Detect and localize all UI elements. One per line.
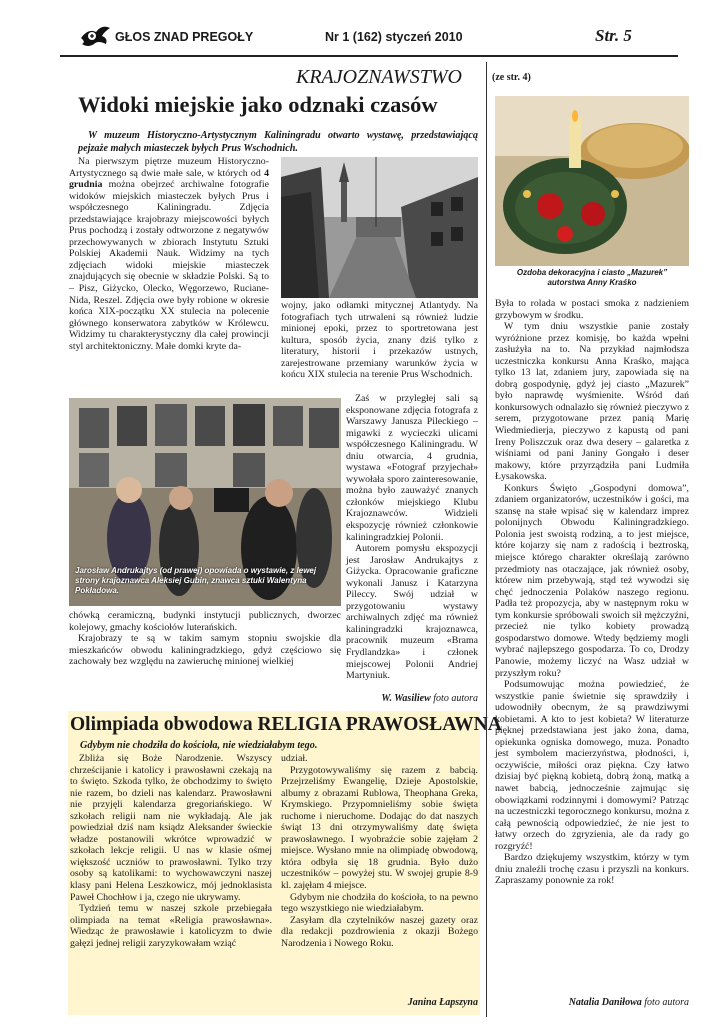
olimpiada-title: Olimpiada obwodowa RELIGIA PRAWOSŁAWNA — [70, 714, 502, 735]
page-number: Str. 5 — [595, 26, 632, 45]
article-column-2b — [346, 393, 478, 682]
article-title: Widoki miejskie jako odznaki czasów — [78, 92, 438, 117]
paragraph: Autorem pomysłu ekspozycji jest Jarosław Andrukajtys z Giżycka. Opracowanie graficzne wykonali Janusz i Katarzyna Pileccy. Swój udział w przygotowaniu wystawy archiwalnych zdjęć ma również kaliningradzki krajoznawca, pracownik muzeum «Brama Frydlandzka» i członek miejscowej Polonii Andriej Martyniuk. — [346, 543, 478, 682]
bird-logo-icon — [78, 22, 112, 50]
header-rule — [60, 55, 678, 57]
mazurek-photo — [495, 96, 689, 266]
section-label: KRAJOZNAWSTWO — [296, 66, 462, 88]
paragraph: chówką ceramiczną, budynki instytucji publicznych, dworzec kolejowy, gmachy kościołów luterańskich. — [69, 610, 341, 633]
paragraph: Przygotowywaliśmy się razem z babcią. Przejrzeliśmy Ewangelię, Dzieje Apostolskie, albumy z obrazami Rublowa, Theophana Greka, Krymskiego. Przypomnieliśmy sobie święta ruchome i nieruchome. Dodając do dat naszych świąt 13 dni otrzymywaliśmy datę święta prawosławnego. I wyobraźcie sobie zajęłam 2 miejsce. Wysłano mnie na olimpiadę obwodową, która odbyła się 18 grudnia. Było dużo uczestników – powyżej stu. W swojej grupie 8-9 kl. zajęłam 4 miejsce. — [281, 764, 478, 892]
right-column-text — [495, 298, 689, 887]
paragraph: Gdybym nie chodziła do kościoła, to na pewno tego wszystkiego nie wiedziałabym. — [281, 891, 478, 915]
issue-info: Nr 1 (162) styczeń 2010 — [325, 30, 463, 44]
column-divider — [486, 62, 487, 1017]
article-column-1 — [69, 156, 269, 352]
paragraph: Zbliża się Boże Narodzenie. Wszyscy chrześcijanie i katolicy i prawosławni czekają na to święto. Szkoda tylko, że obchodzimy to święto nie razem, bo dzieli nas kalendarz. Prawosławni nie przyjęli kalendarza gregoriańskiego. W szkołach religii nam nie wykładają. Ale jak powiedział dziś nam ksiądz Aleksander świeckie władze postanowili wkrótce wprowadzić w szkołach lekcje religii. U nas w klasie ośmej większość uczniów to prawosławni. Tylko trzy osoby są katolikami: to wychowawczyni naszej klasy pani Helena Leszkowicz, mój jednoklasista Paweł Chochłow i ja, czego nie ukrywamy. — [70, 753, 272, 903]
olimpiada-column-1 — [70, 753, 272, 949]
olimpiada-signature: Janina Łapszyna — [407, 997, 478, 1008]
article-column-2 — [281, 300, 478, 381]
paragraph: Zaś w przyległej sali są eksponowane zdjęcia fotografa z Warszawy Janusza Pileckiego – migawki z wycieczki ulicami współczesnego Kaliningradu. W dniu otwarcia, 4 grudnia, wystawa «Fotograf przyjechał» wywołała sporo zainteresowanie, można było zauważyć znanych członków miejskiego Klubu Krajoznawców. Widzieli ekspozycję również członkowie kaliningradzkiej Polonii. — [346, 393, 478, 543]
exhibition-photo — [69, 398, 341, 606]
paragraph: udział. — [281, 753, 308, 764]
paragraph: W tym dniu wszystkie panie zostały wyróżnione przez komisję, bo każda wpełni zasłużyła na to. Na przykład najmłodsza uczestniczka konkursu Anna Kraśko, mająca tylko 13 lat, zdaniem jury, zapowiada się na dobrą gospodynię, gdyż jej ciasto „Mazurek” było naprawdę wyśmienite. Wśród dań konkursowych odnalazło się również pieczywo z serem, przygotowane przez panią Marię Wiedmiedierja, pieczywo z kapustą od pani Ireny Poliszczuk oraz dwa desery – galaretka z wiśniami od pani Janiny Gongało i deser makowy, które przyrządziła pani Ludmiła Łysakowska. — [495, 321, 689, 483]
paragraph: Podsumowując można powiedzieć, że wszystkie panie świetnie się sprawdziły i udowodniły obecnym, że są prawdziwymi kobietami. A kto to jest kobieta? W literaturze pięknej przedstawiana jest jako żona, dama, opiekunka ogniska domowego, muza. Ponadto jest symbolem macierzyństwa, płodności, i, oczywiście, miłości oraz piękna. Czy łatwo dzisiaj być piękną kobietą, dobrą żoną, matką a nawet babcią, jednocześnie zajmując się obowiązkami rodzinnymi i domowymi? Patrząc na uczestniczki tegorocznego konkursu, można z całą pewnością odpowiedzieć, że nie jest to łatwy orzech do zgryzienia, ale da rady go rozgryźć! — [495, 679, 689, 852]
masthead-logo — [78, 22, 112, 50]
exhibition-photo-caption: Jarosław Andrukajtys (od prawej) opowiada o wystawie, z lewej strony krajoznawca Aleksiej Gubin, znawca sztuki Walentyna Pokładowa. — [75, 566, 317, 595]
article-column-1-bottom — [69, 610, 341, 668]
paragraph: wojny, jako odłamki mitycznej Atlantydy. Na fotografiach tych utrwaleni są również ludzie minionej epoki, przez to sportretowana jest kultura, sposób życia, znany dziś tylko z literatury, historii i przekazów ustnych, zarejestrowane przemiany warunków życia w końcu XIX stulecia na terenie Prus Wschodnich. — [281, 300, 478, 381]
continuation-label: (ze str. 4) — [492, 72, 531, 83]
paragraph: Konkurs Święto „Gospodyni domowa”, zdaniem organizatorów, uczestników i gości, ma szansę na stałe wpisać się w kalendarz imprez polonijnych Obwodu Kaliningradzkiego. Polonia jest swoistą rodziną, a to jest miejsce, które kojarzy się nam z radością i beztroską, miejsce którego charakter określają zarówno przedmioty nas otaczające, jak również osoby, którew nim przebywają, stąd też wywodzi się chęć jednoczenia Polaków naszego regionu. Padła też propozycja, aby w następnym roku w tym konkursie spróbowali swoich sił mężczyźni, przecież nie tylko kobiety prowadzą gospodarstwo domowe. Wtedy będziemy mogli wybrać najlepszego gospodarza. To co, Drodzy Panowie, możemy liczyć na Wasz udział w przyszłym roku? — [495, 482, 689, 679]
article-lead: W muzeum Historyczno-Artystycznym Kaliningradu otwarto wystawę, przedstawiającą pejzaże małych miasteczek byłych Prus Wschodnich. — [78, 130, 478, 154]
paragraph: Zasyłam dla czytelników naszej gazety oraz dla redakcji pozdrowienia z okazji Bożego Narodzenia i Nowego Roku. — [281, 914, 478, 949]
paragraph: Na pierwszym piętrze muzeum Historyczno-Artystycznego są dwie małe sale, w których od 4 grudnia można obejrzeć archiwalne fotografie widoków miejskich miasteczek byłych Prus i współczesnego Kaliningradu. Zdjęcia przedstawiające krajobrazy miejscowości byłych Prus pochodzą i zostały odtworzone z negatywów przechowywanych w zbiorach Instytutu Sztuki Polskiej Akademii Nauk. Widzimy na tych zdjęciach widoki miejskie miasteczek znajdujących się obecnie w składzie Polski. Są to – Pisz, Giżycko, Olecko, Węgorzewo, Ruciane-Nida, Reszel. Zdjęcia owe były robione w okresie końca XIX-początku XX stulecia na polecenie głównego konserwatora zabytków w Królewcu. Widzimy tu charakterystyczny dla całej prowincji styl architektoniczny. Małe domki kryte da- — [69, 156, 269, 352]
mazurek-photo-caption: Ozdoba dekoracyjna i ciasto „Mazurek” autorstwa Anny Kraśko — [516, 268, 668, 287]
old-street-photo — [281, 157, 478, 298]
olimpiada-subtitle: Gdybym nie chodziła do kościoła, nie wiedziałabym tego. — [80, 740, 318, 751]
right-column-signature: Natalia Daniłowa foto autora — [568, 997, 689, 1008]
paragraph: Była to rolada w postaci smoka z nadzieniem grzybowym w środku. — [495, 298, 689, 321]
paragraph: Krajobrazy te są w takim samym stopniu swojskie dla mieszkańców obwodu kaliningradzkiego, gdyż częściowo się zachowały bez względu na zawieruchę minionej wielkiej — [69, 633, 341, 668]
paragraph: Bardzo dziękujemy wszystkim, którzy w tym dniu znaleźli trochę czasu i przyszli na konkurs. Zapraszamy ponownie za rok! — [495, 852, 689, 887]
article1-signature: W. Wasiliew foto autora — [381, 693, 478, 704]
newspaper-title: GŁOS ZNAD PREGOŁY — [115, 30, 254, 44]
olimpiada-column-2 — [281, 753, 478, 949]
paragraph: Tydzień temu w naszej szkole przebiegała olimpiada na temat «Religia prawosławna». Wiedząc że prawosławie i katolicyzm to dwie gałęzi jednej religii zaryzykowałam wziąć — [70, 903, 272, 949]
